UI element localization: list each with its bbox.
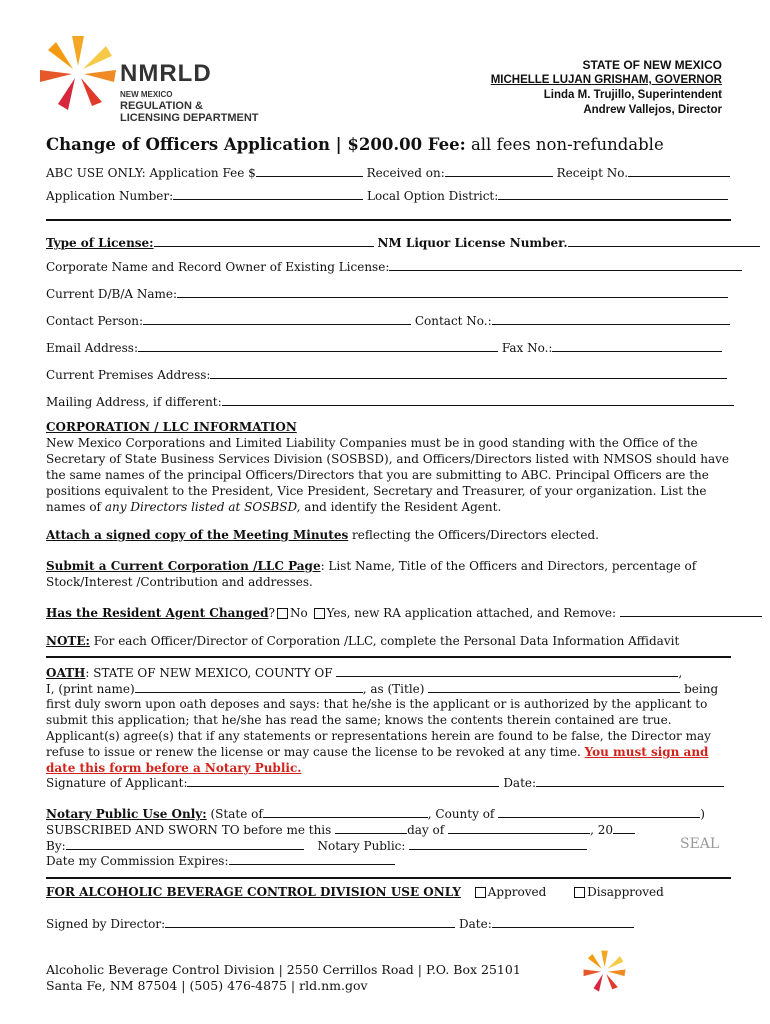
note-row [46,634,679,648]
contact-no-field[interactable] [492,313,730,325]
corp-para1: New Mexico Corporations and Limited Liability Companies must be in good standing with the Office of the Secretary of State Business Services Division (SOSBSD), and Officers/Directors listed with NMSOS should have the same names of the principal Officers/Directors that you are submitting to ABC. Principal Officers are the positions equivalent to the President, Vice President, Secretary and Treasurer, of your organization. List the names of [46,436,730,514]
sig-date-field[interactable] [536,775,724,787]
director-sig-label: Signed by Director: [46,917,166,931]
sig-field[interactable] [187,775,499,787]
commission-label: Date my Commission Expires: [46,854,229,868]
header-superintendent: Linda M. Trujillo, Superintendent [543,89,722,101]
disapproved-label: Disapproved [587,885,664,899]
approved-label: Approved [487,885,547,899]
premises-label: Current Premises Address: [46,368,211,382]
year-field[interactable] [613,822,635,834]
attach-bold: Attach a signed copy of the Meeting Minutes [46,528,349,542]
print-name-row [46,681,718,696]
seal-label: SEAL [680,836,720,852]
division-label: FOR ALCOHOLIC BEVERAGE CONTROL DIVISION USE ONLY [46,885,461,899]
dba-row [46,286,728,301]
district-field[interactable] [498,188,728,200]
nmrld-logo-icon [30,30,124,112]
premises-row [46,367,727,382]
fee-field[interactable] [256,165,363,177]
footer-line2: Santa Fe, NM 87504 | (505) 476-4875 | rld.nm.gov [46,978,368,993]
notary-row-2 [46,822,635,837]
agent-q: ? [268,606,275,620]
fee-label: ABC USE ONLY: Application Fee $ [46,166,256,180]
subscribed-label: SUBSCRIBED AND SWORN TO before me this [46,823,332,837]
state-of-label: (State of [206,807,263,821]
submit-rest: : List Name, Title of the Officers and Directors, percentage of Stock/Interest /Contribution and addresses. [46,559,697,589]
commission-field[interactable] [229,853,395,865]
license-row [46,235,760,250]
corp-name-row [46,259,742,274]
agent-yes-label: Yes, new RA application attached, and Remove: [326,606,617,620]
agent-yes-checkbox[interactable] [314,608,325,619]
print-name-field[interactable] [135,681,363,693]
sig-date-label: Date: [503,776,537,790]
type-field[interactable] [154,235,374,247]
corp-para1-end: and identify the Resident Agent. [300,500,502,514]
corp-label: Corporate Name and Record Owner of Existing License: [46,260,390,274]
title-bold: Change of Officers Application | $200.00 Fee: [46,135,466,154]
title-normal: all fees non-refundable [465,135,664,154]
oath-paragraph [46,696,730,776]
day-of-label: day of [407,823,445,837]
header-director: Andrew Vallejos, Director [583,104,722,116]
note-bold: NOTE: [46,634,90,648]
corp-para1-italic: any Directors listed at SOSBSD, [104,500,301,514]
remove-field[interactable] [620,605,762,617]
notary-row-4 [46,853,395,868]
agent-no-checkbox[interactable] [277,608,288,619]
abc-row-1 [46,165,730,180]
page-title [46,135,664,154]
contact-no-label: Contact No.: [414,314,492,328]
director-date-field[interactable] [492,916,634,928]
agent-no-label: No [289,606,308,620]
header-block [491,58,722,118]
mailing-field[interactable] [222,394,734,406]
oath-row [46,665,682,680]
mailing-row [46,394,734,409]
receipt-field[interactable] [628,165,730,177]
dba-label: Current D/B/A Name: [46,287,178,301]
agent-row [46,605,762,620]
email-label: Email Address: [46,341,139,355]
by-label: By: [46,839,66,853]
disapproved-checkbox[interactable] [574,887,585,898]
notary-public-label: Notary Public: [317,839,406,853]
agent-bold: Has the Resident Agent Changed [46,606,269,620]
sig-label: Signature of Applicant: [46,776,188,790]
premises-field[interactable] [210,367,727,379]
footer-logo-icon [578,946,630,994]
received-field[interactable] [445,165,553,177]
dba-field[interactable] [177,286,728,298]
director-date-label: Date: [459,917,492,931]
title-field[interactable] [428,681,680,693]
oath-county-field[interactable] [336,665,678,677]
nm-license-label: NM Liquor License Number. [377,236,568,250]
district-label: Local Option District: [367,189,499,203]
brand-wordmark: NMRLD [120,60,212,87]
abc-row-2 [46,188,728,203]
notary-label: Notary Public Use Only: [46,807,207,821]
brand-line3: LICENSING DEPARTMENT [120,112,259,124]
corp-paragraph [46,435,730,515]
brand-line2: REGULATION & [120,100,203,112]
oath-county: : STATE OF NEW MEXICO, COUNTY OF [85,666,333,680]
being-label: being [684,682,719,696]
day-field[interactable] [335,822,407,834]
contact-row [46,313,730,328]
header-state: STATE OF NEW MEXICO [582,58,722,72]
signature-row [46,775,724,790]
oath-para: first duly sworn upon oath deposes and says: that he/she is the applicant or is authorized by the applicant to submit this application; that he/she has read the same; knows the contents therein contained are true. Applicant(s) agree(s) that if any statements or representations herein are found to be false, the Director may refuse to issue or renew the license or may cause the license to be revoked at any time. [46,697,711,759]
attach-line [46,527,730,543]
fax-label: Fax No.: [501,341,553,355]
contact-label: Contact Person: [46,314,143,328]
approved-checkbox[interactable] [475,887,486,898]
month-field[interactable] [448,822,590,834]
appnum-field[interactable] [173,188,363,200]
notary-row-1 [46,806,705,821]
state-of-field[interactable] [263,806,428,818]
receipt-label: Receipt No. [556,166,629,180]
footer-line1: Alcoholic Beverage Control Division | 2550 Cerrillos Road | P.O. Box 25101 [46,962,521,977]
director-sig-field[interactable] [165,916,455,928]
director-row [46,916,634,931]
divider-1 [46,219,731,221]
email-row [46,340,722,355]
print-name-label: I, (print name) [46,682,135,696]
contact-field[interactable] [143,313,411,325]
received-label: Received on: [366,166,445,180]
divider-3 [46,877,731,879]
brand-line1: NEW MEXICO [120,90,173,99]
county-of-field[interactable] [498,806,700,818]
attach-rest: reflecting the Officers/Directors elected. [348,528,599,542]
note-rest: For each Officer/Director of Corporation /LLC, complete the Personal Data Information Affidavit [89,634,680,648]
divider-2 [46,656,731,658]
submit-line [46,558,730,590]
oath-label: OATH [46,666,86,680]
email-field[interactable] [138,340,498,352]
corp-field[interactable] [389,259,742,271]
appnum-label: Application Number: [46,189,174,203]
county-of-label: , County of [427,807,495,821]
division-row [46,885,664,899]
notary-public-field[interactable] [409,838,587,850]
notary-close: ) [700,807,705,821]
title-label: , as (Title) [362,682,425,696]
nm-license-field[interactable] [568,235,760,247]
header-governor: MICHELLE LUJAN GRISHAM, GOVERNOR [490,74,722,86]
corp-heading: CORPORATION / LLC INFORMATION [46,420,297,434]
fax-field[interactable] [552,340,722,352]
notary-row-3 [46,838,587,853]
oath-comma: , [678,666,683,680]
mailing-label: Mailing Address, if different: [46,395,222,409]
submit-bold: Submit a Current Corporation /LLC Page [46,559,321,573]
by-field[interactable] [66,838,304,850]
type-label: Type of License: [46,236,154,250]
year-label: , 20 [590,823,613,837]
notary-warning: You must sign and date this form before a Notary Public. [46,745,709,775]
